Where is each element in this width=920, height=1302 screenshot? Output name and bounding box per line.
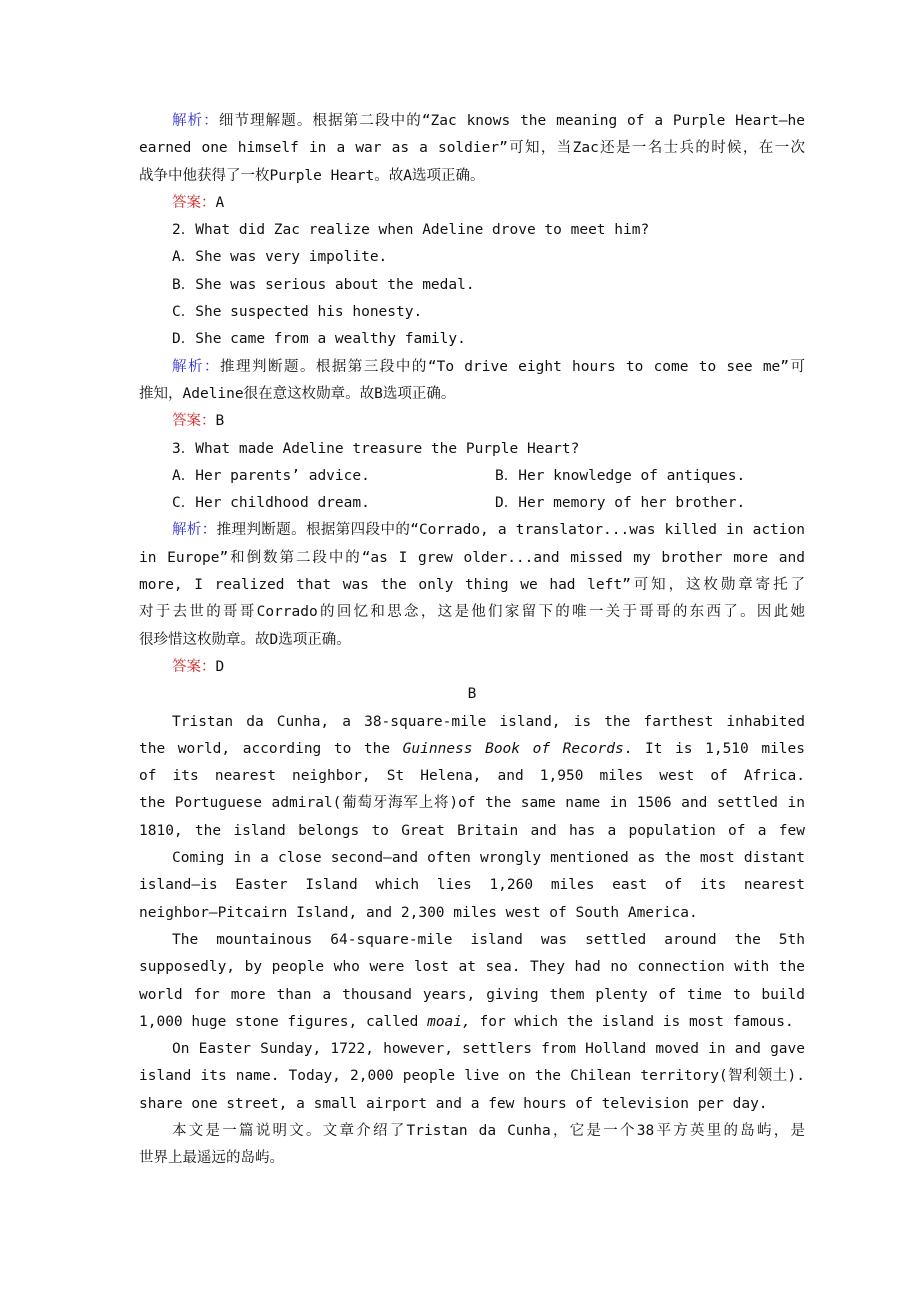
answer-value: B: [215, 413, 225, 430]
q3-analysis-line-3: more, I realized that was the only thing we had left”可知，这枚勋章寄托了: [139, 577, 805, 594]
p1-line-2: [139, 736, 805, 763]
passage-heading: B: [467, 686, 477, 703]
q3-analysis-line-5: 很珍惜这枚勋章。故D选项正确。: [139, 631, 351, 648]
p1-line-5: 1810, the island belongs to Great Britain and has a population of a few: [139, 822, 805, 839]
p4-line-2: island its name. Today, 2,000 people live on the Chilean territory(智利领土).: [139, 1068, 805, 1085]
q3-options-row-1: [139, 463, 805, 490]
q1-analysis-line-2: earned one himself in a war as a soldier”可知，当Zac还是一名士兵的时候，在一次: [139, 140, 805, 157]
q2-analysis-line-2: 推知，Adeline很在意这枚勋章。故B选项正确。: [139, 385, 456, 402]
q2-option-a: A．She was very impolite.: [172, 249, 388, 266]
answer-label: 答案：: [172, 413, 216, 430]
answer-value: D: [215, 658, 225, 675]
q2-analysis-line-1: [139, 354, 805, 381]
analysis-label: 解析：: [172, 358, 220, 375]
summary-line-2: 世界上最遥远的岛屿。: [139, 1150, 284, 1167]
text-run: 1,000 huge stone figures, called: [139, 1013, 428, 1030]
text-run: for which the island is most famous.: [470, 1013, 794, 1030]
q3-analysis-line-4: 对于去世的哥哥Corrado的回忆和思念，这是他们家留下的唯一关于哥哥的东西了。因此她: [139, 604, 805, 621]
summary-line-1: 本文是一篇说明文。文章介绍了Tristan da Cunha，它是一个38平方英里的岛屿，是: [172, 1122, 805, 1139]
analysis-text: 细节理解题。根据第二段中的“Zac knows the meaning of a Purple Heart—he: [218, 113, 805, 129]
q3-option-d: D．Her memory of her brother.: [495, 495, 746, 512]
q2-option-c: C．She suspected his honesty.: [172, 304, 423, 321]
q2-option-b: B．She was serious about the medal.: [172, 276, 475, 293]
italic-term: moai,: [427, 1013, 471, 1030]
q1-analysis-line-1: [139, 108, 805, 135]
analysis-label: 解析：: [172, 522, 217, 539]
analysis-text: 推理判断题。根据第三段中的“To drive eight hours to come to see me”可: [219, 358, 805, 375]
p3-line-4: [139, 1009, 805, 1036]
q3-analysis-line-1: [139, 517, 805, 544]
q2-question: 2．What did Zac realize when Adeline drove to meet him?: [172, 222, 650, 239]
p1-line-3: of its nearest neighbor, St Helena, and 1,950 miles west of Africa.: [139, 768, 805, 785]
document-page: [139, 108, 805, 1173]
analysis-text: 推理判断题。根据第四段中的“Corrado, a translator...was killed in action: [216, 522, 805, 539]
p4-line-3: share one street, a small airport and a few hours of television per day.: [139, 1095, 768, 1112]
p3-line-3: world for more than a thousand years, giving them plenty of time to build: [139, 986, 805, 1003]
text-run: the world, according to the: [139, 740, 403, 757]
analysis-label: 解析：: [172, 113, 219, 129]
q3-options-row-2: [139, 490, 805, 517]
q2-answer: [139, 408, 805, 435]
p2-line-1: Coming in a close second—and often wrongly mentioned as the most distant: [172, 850, 805, 867]
q1-analysis-line-3: 战争中他获得了一枚Purple Heart。故A选项正确。: [139, 167, 485, 184]
p2-line-3: neighbor—Pitcairn Island, and 2,300 miles west of South America.: [139, 904, 698, 921]
p3-line-2: supposedly, by people who were lost at sea. They had no connection with the: [139, 959, 805, 976]
q3-option-c: C．Her childhood dream.: [172, 495, 370, 512]
p1-line-4: the Portuguese admiral(葡萄牙海军上将)of the same name in 1506 and settled in: [139, 795, 805, 812]
p1-line-1: Tristan da Cunha, a 38-square-mile island, is the farthest inhabited: [172, 713, 805, 730]
book-title: Guinness Book of Records: [402, 740, 624, 757]
q3-question: 3．What made Adeline treasure the Purple Heart?: [172, 440, 580, 457]
q3-option-a: A．Her parents’ advice.: [172, 467, 370, 484]
p3-line-1: The mountainous 64-square-mile island was settled around the 5th: [172, 931, 805, 948]
p2-line-2: island—is Easter Island which lies 1,260 miles east of its nearest: [139, 877, 805, 894]
p4-line-1: On Easter Sunday, 1722, however, settlers from Holland moved in and gave: [172, 1041, 805, 1058]
q3-analysis-line-2: in Europe”和倒数第二段中的“as I grew older...and missed my brother more and: [139, 549, 805, 566]
answer-label: 答案：: [172, 658, 216, 675]
q3-option-b: B．Her knowledge of antiques.: [495, 467, 746, 484]
answer-label: 答案：: [172, 194, 216, 211]
text-run: . It is 1,510 miles: [623, 740, 805, 757]
q3-answer: [139, 654, 805, 681]
answer-value: A: [215, 194, 225, 211]
q2-option-d: D．She came from a wealthy family.: [172, 331, 466, 348]
q1-answer: [139, 190, 805, 217]
